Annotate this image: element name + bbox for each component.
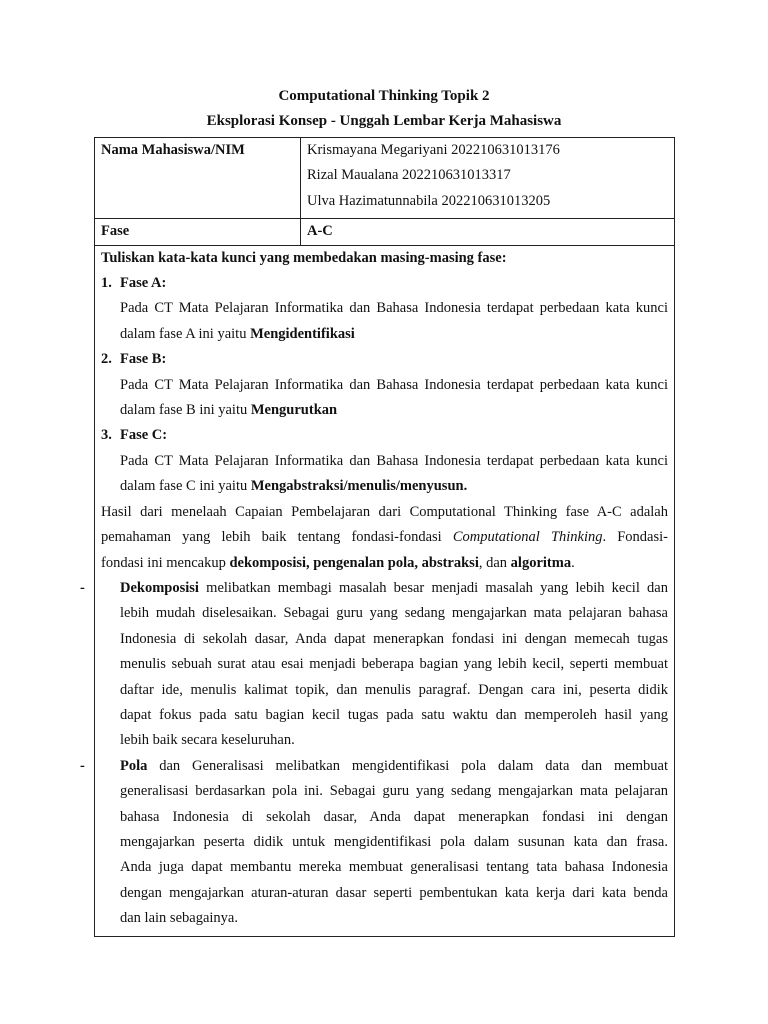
phase-value-cell bbox=[301, 219, 675, 245]
summary-line3 bbox=[101, 551, 668, 576]
phase-b-line1: Pada CT Mata Pelajaran Informatika dan Bahasa Indonesia terdapat perbedaan kata kunci bbox=[120, 376, 668, 393]
question-text: Tuliskan kata-kata kunci yang membedakan masing-masing fase: bbox=[101, 249, 507, 266]
pattern-line5: Anda juga dapat membantu mereka membuat generalisasi tentang tata bahasa Indonesia bbox=[120, 859, 668, 876]
phase-row bbox=[95, 219, 675, 245]
summary-paragraph bbox=[101, 500, 668, 576]
name-label: Nama Mahasiswa/NIM bbox=[101, 142, 245, 158]
bullet-decomposition bbox=[80, 576, 668, 754]
phase-b bbox=[101, 347, 668, 423]
student-1: Krismayana Megariyani 202210631013176 bbox=[307, 142, 560, 158]
phase-label: Fase bbox=[101, 223, 130, 240]
phase-value: A-C bbox=[307, 223, 333, 240]
phase-a-line2 bbox=[120, 322, 668, 347]
students-cell bbox=[301, 138, 675, 219]
pattern-line6: dengan mengajarkan aturan-aturan dasar seperti pembentukan kata kerja dari kata benda bbox=[120, 884, 668, 901]
decomposition-line2: lebih mudah diselesaikan. Sebagai guru yang sedang mengajarkan mata pelajaran bahasa bbox=[120, 605, 668, 622]
phase-c-line2 bbox=[120, 474, 668, 499]
phase-b-line2 bbox=[120, 398, 668, 423]
pattern-lead: Pola bbox=[120, 757, 148, 774]
summary-line2-prefix: pemahaman yang lebih baik tentang fondasi-fondasi bbox=[101, 529, 453, 546]
phase-a-number: 1. bbox=[101, 275, 112, 292]
decomposition-line7: lebih baik secara keseluruhan. bbox=[120, 732, 295, 749]
name-label-cell bbox=[95, 138, 301, 219]
bullet-dash: - bbox=[80, 757, 85, 774]
phase-c-prefix: dalam fase C ini yaitu bbox=[120, 478, 251, 495]
phase-a-title: Fase A: bbox=[120, 275, 167, 292]
pattern-line3: bahasa Indonesia di sekolah dasar, Anda dapat menerapkan fondasi ini dengan bbox=[120, 808, 668, 825]
bullet-pattern bbox=[80, 754, 668, 932]
phase-a-keyword: Mengidentifikasi bbox=[250, 325, 355, 342]
worksheet-table bbox=[80, 137, 675, 937]
document-title: Computational Thinking Topik 2 bbox=[278, 88, 490, 104]
summary-line2-suffix: . Fondasi- bbox=[602, 529, 668, 546]
phase-c-number: 3. bbox=[101, 427, 112, 444]
phase-b-keyword: Mengurutkan bbox=[250, 402, 338, 419]
phase-a-line1: Pada CT Mata Pelajaran Informatika dan Bahasa Indonesia terdapat perbedaan kata kunci bbox=[120, 300, 668, 317]
decomposition-line6: dapat fokus pada satu bagian kecil tugas pada satu waktu dan memperoleh hasil yang bbox=[120, 706, 668, 723]
content-row bbox=[95, 245, 675, 936]
decomposition-lead: Dekomposisi bbox=[120, 579, 199, 596]
decomposition-line5: daftar ide, menulis kalimat topik, dan menulis paragraf. Dengan cara ini, peserta didik bbox=[120, 681, 668, 698]
pattern-line7: dan lain sebagainya. bbox=[120, 910, 238, 927]
summary-line1: Hasil dari menelaah Capaian Pembelajaran dari Computational Thinking fase A-C adalah bbox=[101, 503, 668, 520]
phase-b-title: Fase B: bbox=[120, 351, 167, 368]
pattern-line1-text: dan Generalisasi melibatkan mengidentifikasi pola dalam data dan membuat bbox=[147, 757, 668, 774]
summary-line3-prefix: fondasi ini mencakup bbox=[101, 554, 230, 571]
phase-c bbox=[101, 423, 668, 499]
decomposition-line4: menulis sebuah surat atau esai menjadi beberapa bagian yang lebih kecil, seperti membuat bbox=[120, 656, 668, 673]
phase-c-line1: Pada CT Mata Pelajaran Informatika dan Bahasa Indonesia terdapat perbedaan kata kunci bbox=[120, 452, 668, 469]
phase-a-prefix: dalam fase A ini yaitu bbox=[120, 325, 251, 342]
student-3: Ulva Hazimatunnabila 202210631013205 bbox=[307, 192, 551, 209]
pattern-line4: mengajarkan peserta didik untuk mengidentifikasi pola dalam susunan kata dan frasa. bbox=[120, 833, 668, 850]
summary-ct-italic: Computational Thinking bbox=[452, 529, 603, 546]
decomposition-line1-text: melibatkan membagi masalah besar menjadi masalah yang lebih kecil dan bbox=[198, 579, 668, 596]
name-row bbox=[95, 138, 675, 219]
phase-c-title: Fase C: bbox=[120, 427, 168, 444]
decomposition-line3: Indonesia di sekolah dasar, Anda dapat menerapkan fondasi ini dengan memecah tugas bbox=[120, 630, 668, 647]
student-2: Rizal Maualana 202210631013317 bbox=[307, 167, 511, 184]
summary-foundations: dekomposisi, pengenalan pola, abstraksi bbox=[229, 554, 479, 571]
summary-line3-end: . bbox=[571, 554, 575, 571]
document-subtitle: Eksplorasi Konsep - Unggah Lembar Kerja Mahasiswa bbox=[206, 113, 562, 129]
phase-c-keyword: Mengabstraksi/menulis/menyusun. bbox=[250, 478, 468, 495]
content-cell bbox=[80, 245, 675, 936]
bullet-dash: - bbox=[80, 579, 85, 596]
pattern-line2: generalisasi berdasarkan pola ini. Sebagai guru yang sedang mengajarkan mata pelajaran bbox=[120, 783, 668, 800]
summary-line2 bbox=[101, 525, 668, 550]
pattern-line1 bbox=[120, 754, 668, 779]
summary-line3-mid: , dan bbox=[478, 554, 511, 571]
phase-label-cell bbox=[95, 219, 301, 245]
phase-a bbox=[101, 271, 668, 347]
phase-b-number: 2. bbox=[101, 351, 112, 368]
summary-algorithm: algoritma bbox=[510, 554, 572, 571]
decomposition-line1 bbox=[120, 576, 668, 601]
phase-b-prefix: dalam fase B ini yaitu bbox=[120, 402, 251, 419]
